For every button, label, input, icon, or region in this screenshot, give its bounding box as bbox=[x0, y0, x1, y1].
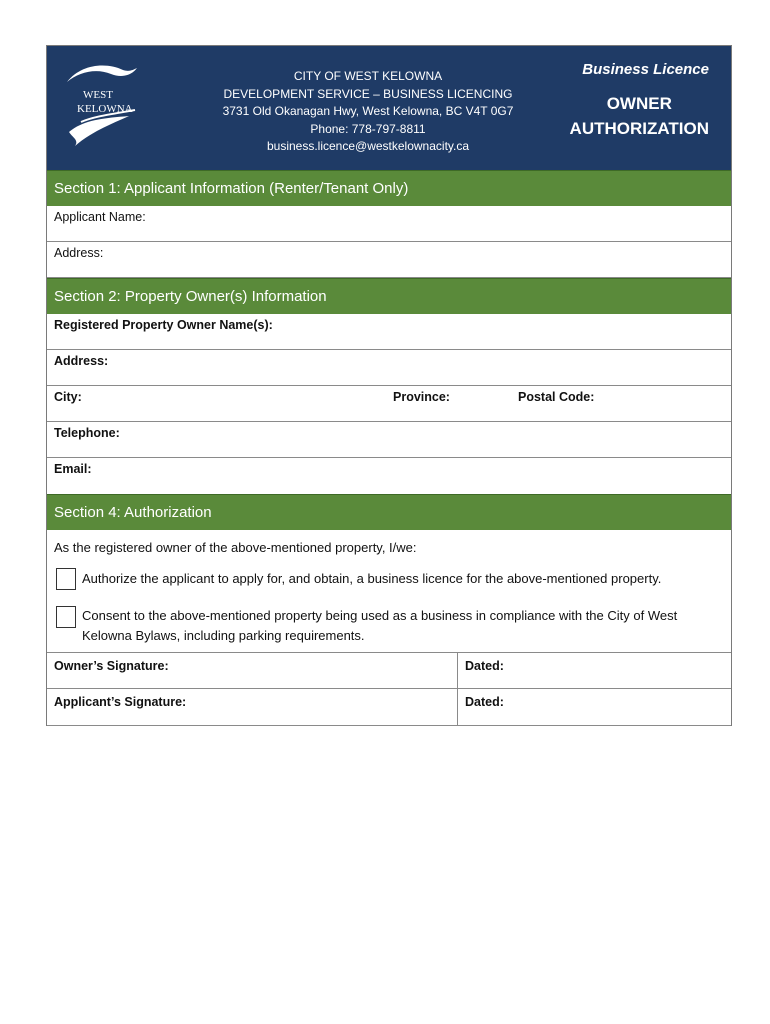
organization-info bbox=[215, 68, 521, 156]
owner-signature-row bbox=[47, 652, 731, 689]
consent-checkbox-text: Consent to the above-mentioned property being used as a business in compliance with the City of West Kelowna Bylaws, including parking requirements. bbox=[82, 608, 678, 643]
telephone-label: Telephone: bbox=[54, 426, 120, 440]
org-line-name: CITY OF WEST KELOWNA bbox=[293, 69, 443, 83]
applicant-address-label: Address: bbox=[54, 246, 104, 260]
owner-telephone-field[interactable] bbox=[47, 422, 731, 458]
city-label: City: bbox=[54, 390, 82, 404]
owner-dated-field[interactable] bbox=[458, 653, 731, 688]
owner-address-field[interactable] bbox=[47, 350, 731, 386]
section-4-header: Section 4: Authorization bbox=[47, 494, 731, 530]
logo-text-west: WEST bbox=[83, 89, 113, 101]
west-kelowna-logo bbox=[61, 60, 141, 150]
applicant-name-field[interactable] bbox=[47, 206, 731, 242]
applicant-dated-label: Dated: bbox=[465, 695, 504, 709]
org-line-phone: Phone: 778-797-8811 bbox=[310, 121, 426, 136]
postal-code-label: Postal Code: bbox=[518, 390, 595, 404]
section-2-header: Section 2: Property Owner(s) Information bbox=[47, 278, 731, 314]
authorize-checkbox[interactable] bbox=[56, 568, 76, 590]
applicant-dated-field[interactable] bbox=[458, 689, 731, 725]
applicant-name-label: Applicant Name: bbox=[54, 210, 146, 224]
applicant-address-field[interactable] bbox=[47, 242, 731, 278]
owner-address-label: Address: bbox=[54, 354, 109, 368]
province-label: Province: bbox=[393, 390, 450, 404]
document-title bbox=[570, 91, 709, 141]
logo-text-kelowna: KELOWNA bbox=[77, 103, 133, 115]
applicant-signature-field[interactable] bbox=[47, 689, 458, 725]
consent-checkbox[interactable] bbox=[56, 606, 76, 628]
org-line-address: 3731 Old Okanagan Hwy, West Kelowna, BC V4T 0G7 bbox=[222, 104, 514, 118]
owner-signature-label: Owner’s Signature: bbox=[54, 659, 169, 673]
document-title-line-2: AUTHORIZATION bbox=[569, 119, 709, 138]
owner-email-field[interactable] bbox=[47, 458, 731, 494]
applicant-signature-row bbox=[47, 689, 731, 726]
section-1-header: Section 1: Applicant Information (Renter/Tenant Only) bbox=[47, 170, 731, 206]
applicant-signature-label: Applicant’s Signature: bbox=[54, 695, 187, 709]
owner-name-field[interactable] bbox=[47, 314, 731, 350]
document-title-line-1: OWNER bbox=[606, 94, 672, 113]
owner-city-row bbox=[47, 386, 731, 422]
owner-authorization-form bbox=[46, 45, 732, 726]
form-header bbox=[47, 46, 731, 170]
authorization-intro: As the registered owner of the above-mentioned property, I/we: bbox=[54, 540, 417, 555]
org-line-email: business.licence@westkelownacity.ca bbox=[266, 139, 470, 153]
document-type: Business Licence bbox=[582, 61, 709, 78]
authorize-applicant-option bbox=[47, 566, 731, 604]
authorize-checkbox-text: Authorize the applicant to apply for, and obtain, a business licence for the above-mentioned property. bbox=[82, 571, 662, 586]
owner-name-label: Registered Property Owner Name(s): bbox=[54, 318, 273, 332]
email-label: Email: bbox=[54, 462, 92, 476]
consent-usage-option bbox=[47, 604, 731, 652]
owner-dated-label: Dated: bbox=[465, 659, 504, 673]
owner-signature-field[interactable] bbox=[47, 653, 458, 688]
org-line-department: DEVELOPMENT SERVICE – BUSINESS LICENCING bbox=[223, 86, 513, 101]
